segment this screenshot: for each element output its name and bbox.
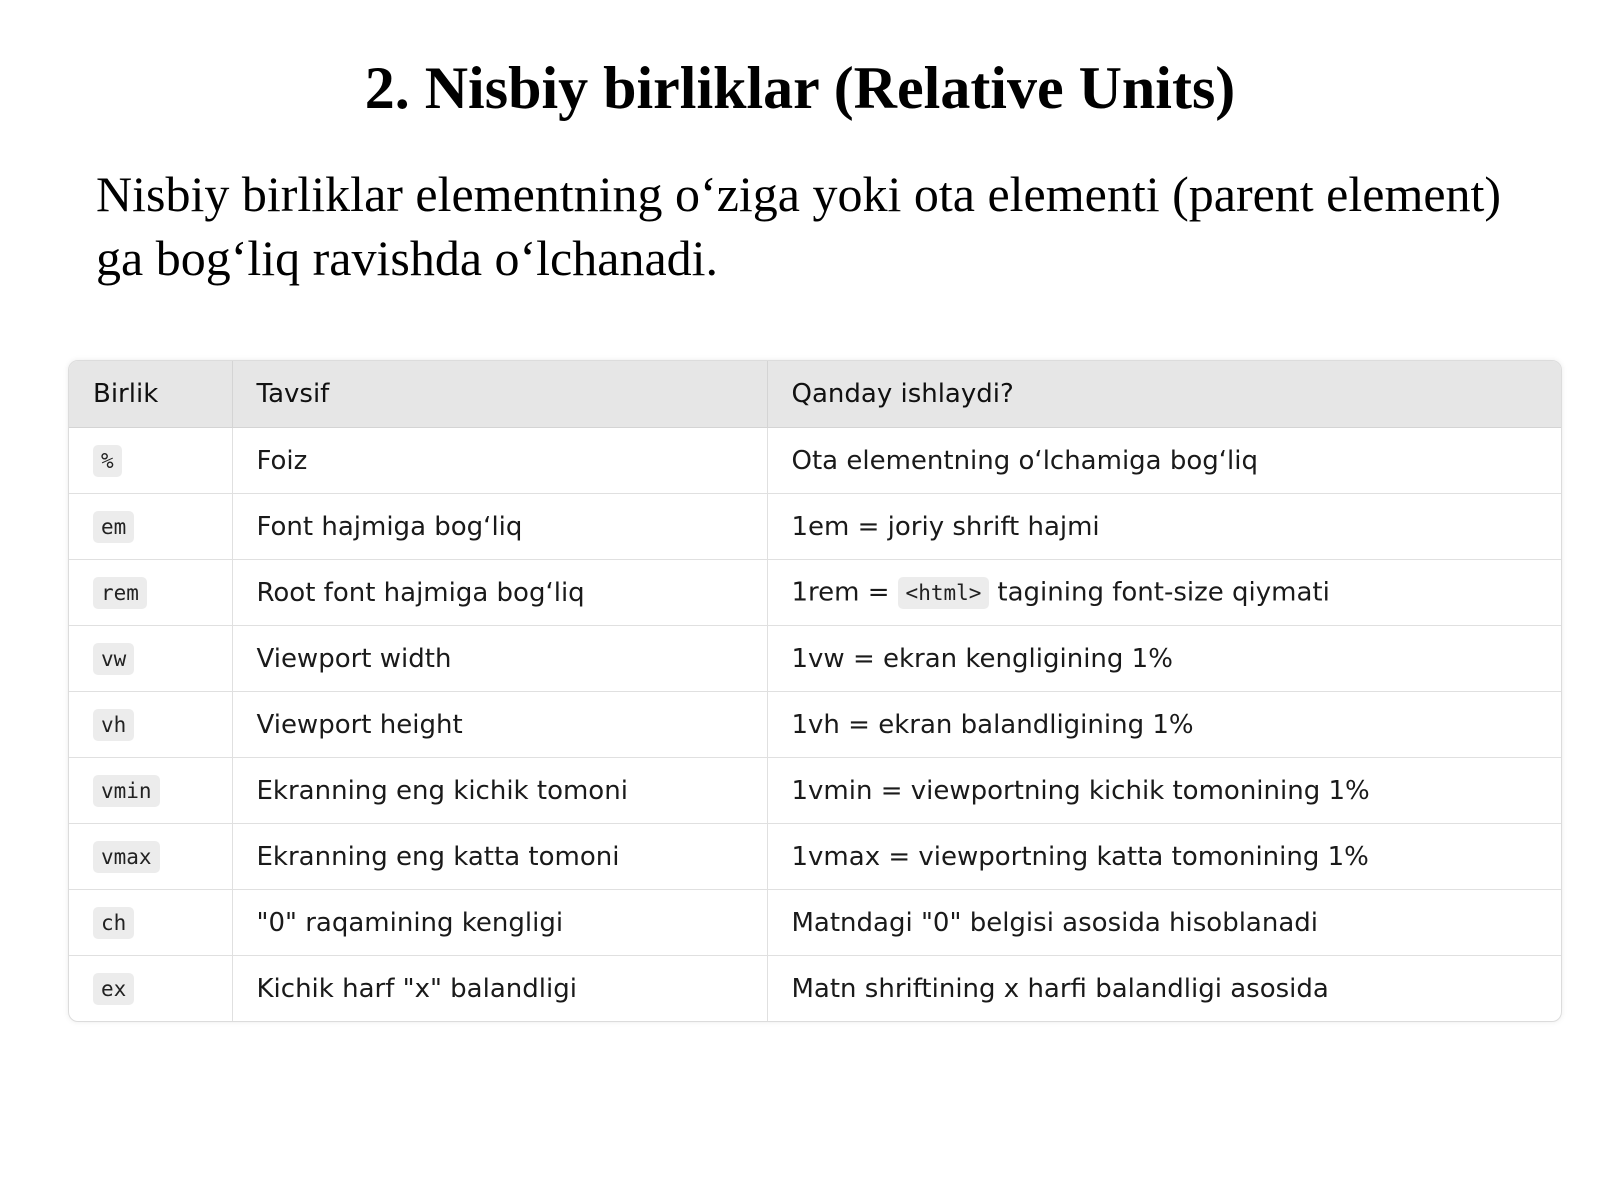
unit-cell xyxy=(69,626,232,692)
slide-body-text: Nisbiy birliklar elementning o‘ziga yoki ota elementi (parent element) ga bog‘liq ravishda o‘lchanadi. xyxy=(96,166,1502,286)
how-cell: 1vw = ekran kengligining 1% xyxy=(767,626,1561,692)
description-cell: Foiz xyxy=(232,428,767,494)
unit-cell xyxy=(69,758,232,824)
unit-cell xyxy=(69,824,232,890)
how-cell: Ota elementning o‘lchamiga bog‘liq xyxy=(767,428,1561,494)
unit-code: vw xyxy=(93,643,134,675)
table-row xyxy=(69,956,1561,1022)
description-cell: Root font hajmiga bog‘liq xyxy=(232,560,767,626)
how-cell: Matndagi "0" belgisi asosida hisoblanadi xyxy=(767,890,1561,956)
table-row xyxy=(69,890,1561,956)
how-cell: 1vh = ekran balandligining 1% xyxy=(767,692,1561,758)
unit-code: vmin xyxy=(93,775,160,807)
description-cell: "0" raqamining kengligi xyxy=(232,890,767,956)
header-row xyxy=(69,361,1561,428)
table-body xyxy=(69,428,1561,1022)
unit-cell xyxy=(69,956,232,1022)
table-row xyxy=(69,626,1561,692)
how-cell: 1vmin = viewportning kichik tomonining 1% xyxy=(767,758,1561,824)
header-unit: Birlik xyxy=(69,361,232,428)
how-cell: 1vmax = viewportning katta tomonining 1% xyxy=(767,824,1561,890)
unit-cell xyxy=(69,428,232,494)
description-cell: Viewport height xyxy=(232,692,767,758)
unit-code: % xyxy=(93,445,122,477)
table-header xyxy=(69,361,1561,428)
unit-cell xyxy=(69,560,232,626)
slide-title: 2. Nisbiy birliklar (Relative Units) xyxy=(364,55,1236,121)
unit-cell xyxy=(69,890,232,956)
description-cell: Kichik harf "x" balandligi xyxy=(232,956,767,1022)
unit-cell xyxy=(69,692,232,758)
table-row xyxy=(69,692,1561,758)
html-tag-code: <html> xyxy=(898,577,990,609)
header-how-it-works: Qanday ishlaydi? xyxy=(767,361,1561,428)
table-row xyxy=(69,428,1561,494)
unit-code: vmax xyxy=(93,841,160,873)
unit-code: ex xyxy=(93,973,134,1005)
unit-cell xyxy=(69,494,232,560)
how-cell: 1em = joriy shrift hajmi xyxy=(767,494,1561,560)
unit-code: vh xyxy=(93,709,134,741)
how-cell: Matn shriftining x harfi balandligi asosida xyxy=(791,973,1329,1004)
unit-code: rem xyxy=(93,577,147,609)
unit-code: em xyxy=(93,511,134,543)
how-prefix: 1rem = xyxy=(791,577,890,607)
how-cell xyxy=(767,560,1561,626)
units-table xyxy=(69,361,1561,1021)
unit-code: ch xyxy=(93,907,134,939)
units-table-container xyxy=(68,360,1562,1022)
how-suffix: tagining font-size qiymati xyxy=(997,577,1330,607)
table-row xyxy=(69,758,1561,824)
description-cell: Ekranning eng kichik tomoni xyxy=(232,758,767,824)
header-description: Tavsif xyxy=(232,361,767,428)
description-cell: Ekranning eng katta tomoni xyxy=(232,824,767,890)
table-row xyxy=(69,824,1561,890)
description-cell: Font hajmiga bog‘liq xyxy=(232,494,767,560)
description-cell: Viewport width xyxy=(232,626,767,692)
table-row xyxy=(69,560,1561,626)
table-row xyxy=(69,494,1561,560)
